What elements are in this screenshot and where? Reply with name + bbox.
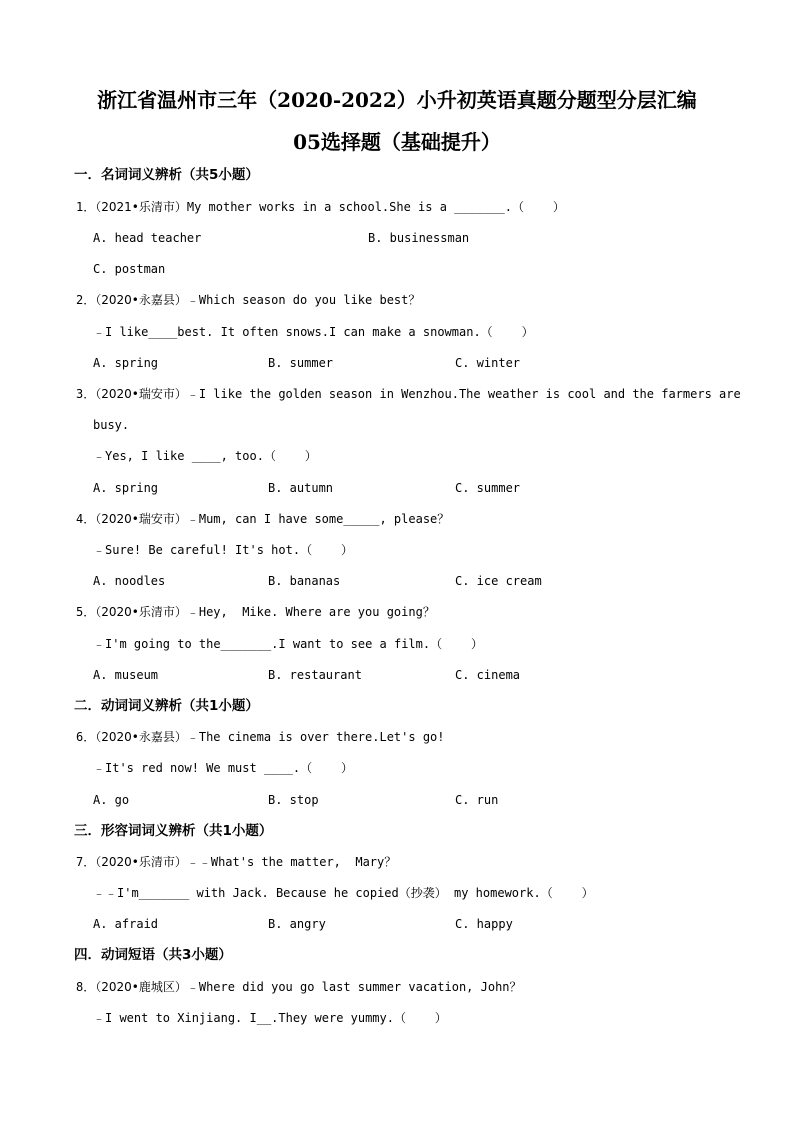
- question-source: （2020•乐清市）: [95, 855, 187, 869]
- question-3: [76, 386, 741, 402]
- question-6: [76, 729, 445, 745]
- question-stem: ﹣The cinema is over there.Let's go!: [186, 730, 445, 744]
- question-3-stem-continued: busy.: [93, 418, 130, 432]
- question-number: 6．: [76, 730, 96, 744]
- option-c: C. ice cream: [455, 574, 542, 588]
- question-3-answer-line: ﹣Yes, I like ____, too.（ ）: [93, 449, 317, 463]
- question-number: 1．: [76, 200, 96, 214]
- question-source: （2020•乐清市）: [95, 605, 187, 619]
- option-a: A. afraid: [93, 917, 159, 931]
- question-stem: ﹣Where did you go last summer vacation, John？: [186, 980, 522, 994]
- question-number: 2．: [76, 293, 96, 307]
- option-c: C. postman: [93, 262, 166, 276]
- question-5: [76, 604, 435, 620]
- question-5-answer-line: ﹣I'm going to the_______.I want to see a film.（ ）: [93, 637, 484, 651]
- option-b: B. businessman: [368, 231, 470, 245]
- question-source: （2020•瑞安市）: [95, 512, 187, 526]
- section-heading-4: 四．动词短语（共3小题）: [74, 947, 232, 963]
- question-7-answer-line: [93, 885, 594, 901]
- question-number: 3．: [76, 387, 96, 401]
- question-number: 4．: [76, 512, 96, 526]
- section-heading-2: 二．动词词义辨析（共1小题）: [74, 698, 259, 714]
- answer-text: ﹣﹣I'm_______ with Jack. Because he copied: [93, 886, 399, 900]
- question-7: [76, 854, 396, 870]
- option-b: B. angry: [268, 917, 326, 931]
- answer-text-end: my homework.（ ）: [446, 886, 594, 900]
- question-stem: My mother works in a school.She is a _______.（ ）: [186, 200, 565, 214]
- option-a: A. museum: [93, 668, 159, 682]
- option-b: B. bananas: [268, 574, 341, 588]
- question-8-answer-line: ﹣I went to Xinjiang. I__.They were yummy.（ ）: [93, 1011, 447, 1025]
- question-2-answer-line: ﹣I like____best. It often snows.I can make a snowman.（ ）: [93, 325, 534, 339]
- option-b: B. summer: [268, 356, 334, 370]
- option-a: A. noodles: [93, 574, 166, 588]
- question-stem: ﹣﹣What's the matter, Mary？: [186, 855, 397, 869]
- option-b: B. stop: [268, 793, 319, 807]
- question-stem: ﹣Which season do you like best？: [186, 293, 421, 307]
- option-a: A. head teacher: [93, 231, 202, 245]
- question-2: [76, 292, 420, 308]
- option-a: A. spring: [93, 356, 159, 370]
- question-number: 7．: [76, 855, 96, 869]
- question-number: 8．: [76, 980, 96, 994]
- question-source: （2020•永嘉县）: [95, 730, 187, 744]
- question-number: 5．: [76, 605, 96, 619]
- option-c: C. happy: [455, 917, 513, 931]
- question-stem: ﹣I like the golden season in Wenzhou.The weather is cool and the farmers are: [186, 387, 741, 401]
- option-c: C. run: [455, 793, 499, 807]
- section-heading-3: 三．形容词词义辨析（共1小题）: [74, 823, 273, 839]
- question-1: [76, 199, 565, 215]
- question-4: [76, 511, 449, 527]
- gloss: （抄袭）: [398, 886, 447, 900]
- question-6-answer-line: ﹣It's red now! We must ____.（ ）: [93, 761, 353, 775]
- question-stem: ﹣Hey, Mike. Where are you going？: [186, 605, 435, 619]
- question-source: （2020•鹿城区）: [95, 980, 187, 994]
- page-title-line1: 浙江省温州市三年（2020-2022）小升初英语真题分题型分层汇编: [97, 88, 697, 112]
- question-4-answer-line: ﹣Sure! Be careful! It's hot.（ ）: [93, 543, 353, 557]
- option-b: B. restaurant: [268, 668, 362, 682]
- section-heading-1: 一．名词词义辨析（共5小题）: [74, 167, 259, 183]
- question-stem: ﹣Mum, can I have some_____, please？: [186, 512, 450, 526]
- question-source: （2020•瑞安市）: [95, 387, 187, 401]
- question-source: （2020•永嘉县）: [95, 293, 187, 307]
- page-title-line2: 05选择题（基础提升）: [293, 130, 501, 154]
- option-a: A. spring: [93, 481, 159, 495]
- option-b: B. autumn: [268, 481, 334, 495]
- option-a: A. go: [93, 793, 130, 807]
- option-c: C. winter: [455, 356, 521, 370]
- question-source: （2021•乐清市）: [95, 200, 187, 214]
- option-c: C. summer: [455, 481, 521, 495]
- question-8: [76, 979, 522, 995]
- option-c: C. cinema: [455, 668, 521, 682]
